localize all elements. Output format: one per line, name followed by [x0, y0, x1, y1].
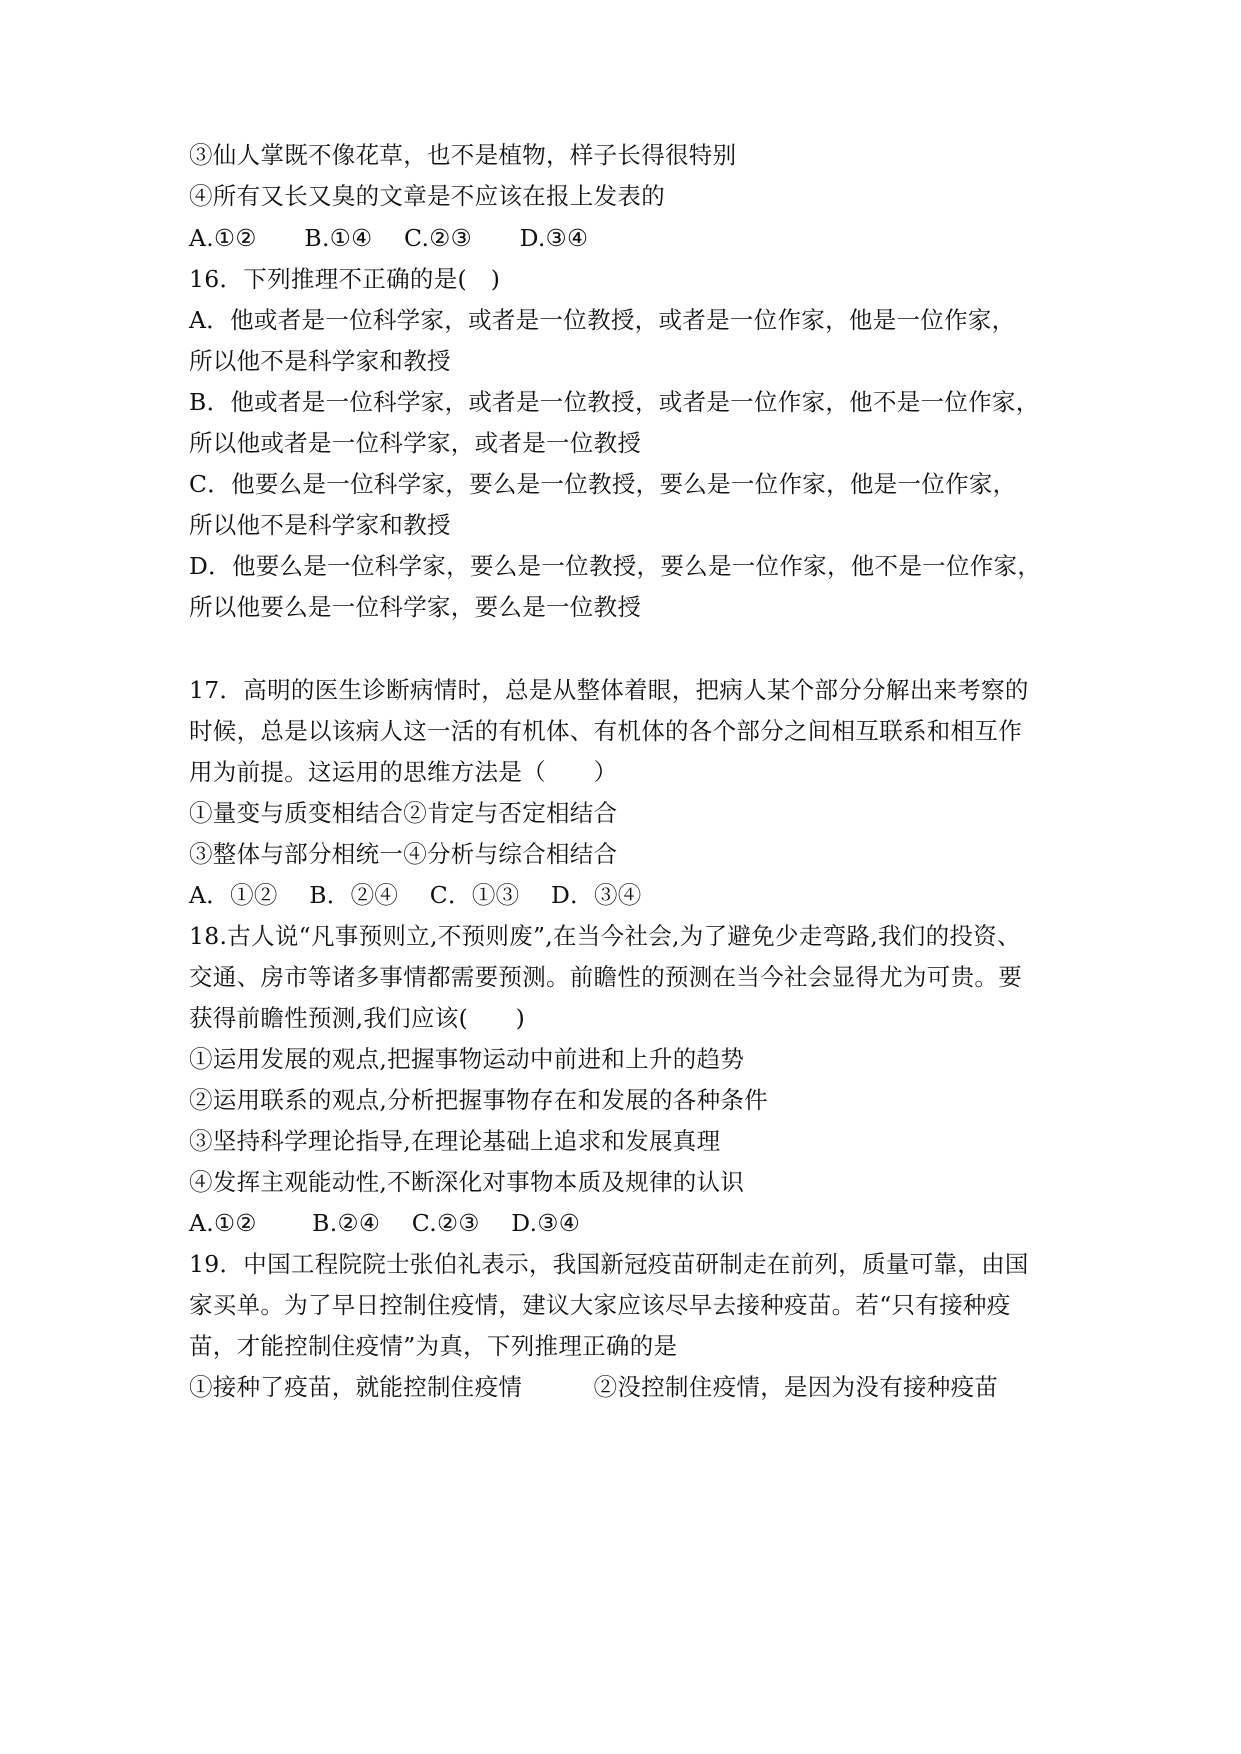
text-line: ④所有又长又臭的文章是不应该在报上发表的 — [189, 182, 665, 210]
text-line: ②运用联系的观点,分析把握事物存在和发展的各种条件 — [189, 1086, 768, 1114]
text-line: ①运用发展的观点,把握事物运动中前进和上升的趋势 — [189, 1045, 745, 1073]
text-line: ①接种了疫苗，就能控制住疫情 ②没控制住疫情，是因为没有接种疫苗 — [189, 1373, 999, 1401]
text-line: 获得前瞻性预测,我们应该( ) — [189, 1004, 526, 1032]
question-18: 18.古人说“凡事预则立,不预则废”,在当今社会,为了避免少走弯路,我们的投资、 — [189, 922, 1021, 950]
text-line: B．他或者是一位科学家，或者是一位教授，或者是一位作家，他不是一位作家， — [189, 388, 1040, 416]
answer-options: A．①② B．②④ C．①③ D．③④ — [189, 881, 642, 909]
text-line: 苗，才能控制住疫情”为真，下列推理正确的是 — [189, 1332, 678, 1360]
text-line: ③仙人掌既不像花草，也不是植物，样子长得很特别 — [189, 141, 737, 169]
text-line: ③坚持科学理论指导,在理论基础上追求和发展真理 — [189, 1127, 721, 1155]
text-line: ④发挥主观能动性,不断深化对事物本质及规律的认识 — [189, 1168, 745, 1196]
text-line: ③整体与部分相统一④分析与综合相结合 — [189, 840, 618, 868]
text-line: 用为前提。这运用的思维方法是（ ） — [189, 758, 618, 786]
text-line: 家买单。为了早日控制住疫情，建议大家应该尽早去接种疫苗。若“只有接种疫 — [189, 1291, 1011, 1319]
question-17: 17．高明的医生诊断病情时，总是从整体着眼，把病人某个部分分解出来考察的 — [189, 676, 1029, 704]
question-19: 19．中国工程院院士张伯礼表示，我国新冠疫苗研制走在前列，质量可靠，由国 — [189, 1250, 1029, 1278]
answer-options: A.①② B.①④ C.②③ D.③④ — [189, 224, 589, 252]
question-16: 16．下列推理不正确的是( ) — [189, 265, 501, 293]
text-line: ①量变与质变相结合②肯定与否定相结合 — [189, 799, 618, 827]
text-line: 时候，总是以该病人这一活的有机体、有机体的各个部分之间相互联系和相互作 — [189, 717, 1022, 745]
text-line: 所以他要么是一位科学家，要么是一位教授 — [189, 593, 642, 621]
text-line: D．他要么是一位科学家，要么是一位教授，要么是一位作家，他不是一位作家， — [189, 552, 1042, 580]
text-line: 所以他或者是一位科学家，或者是一位教授 — [189, 429, 642, 457]
text-line: 所以他不是科学家和教授 — [189, 347, 451, 375]
text-line: 所以他不是科学家和教授 — [189, 511, 451, 539]
answer-options: A.①② B.②④ C.②③ D.③④ — [189, 1209, 581, 1237]
text-line: C．他要么是一位科学家，要么是一位教授，要么是一位作家，他是一位作家， — [189, 470, 1017, 498]
text-line: 交通、房市等诸多事情都需要预测。前瞻性的预测在当今社会显得尤为可贵。要 — [189, 963, 1022, 991]
text-line: A．他或者是一位科学家，或者是一位教授，或者是一位作家，他是一位作家， — [189, 306, 1016, 334]
